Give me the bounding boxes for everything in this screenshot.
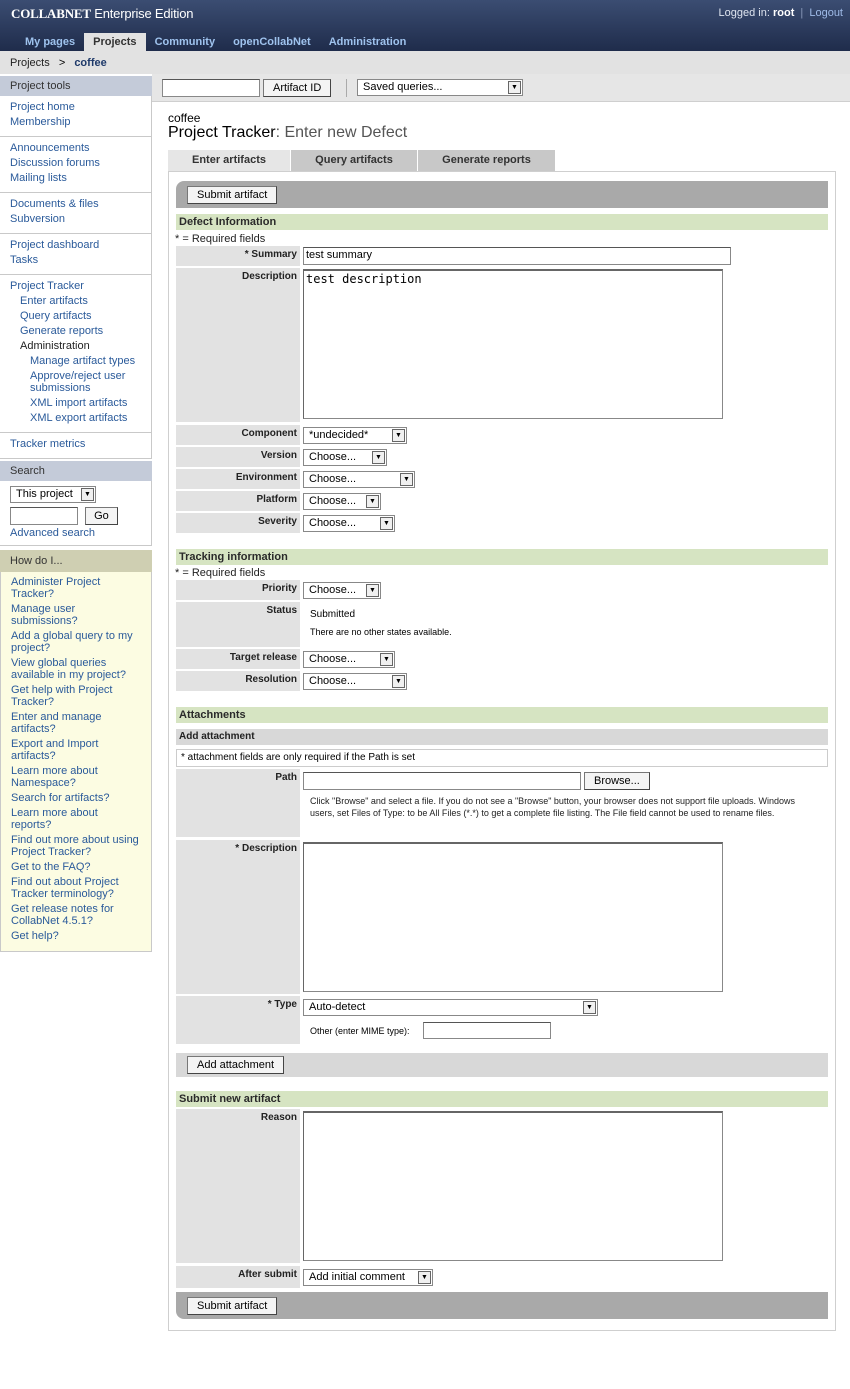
howdo-heading: How do I... xyxy=(0,550,152,572)
artifact-id-button[interactable]: Artifact ID xyxy=(263,79,331,97)
sidebar-item-manage-artifact-types[interactable]: Manage artifact types xyxy=(30,355,136,367)
version-cell xyxy=(303,447,828,467)
description-cell xyxy=(303,268,828,422)
required-star: * xyxy=(267,999,272,1010)
attachments-heading: Attachments xyxy=(176,707,828,723)
description-row xyxy=(176,268,828,422)
type-value: Auto-detect xyxy=(309,1001,366,1013)
chevron-down-icon: ▼ xyxy=(400,473,413,486)
platform-cell xyxy=(303,491,828,511)
page-title xyxy=(168,124,836,142)
chevron-down-icon: ▼ xyxy=(392,429,405,442)
sidebar-item-documents[interactable]: Documents & files xyxy=(10,198,99,210)
after-submit-cell xyxy=(303,1266,828,1288)
type-label-text: Type xyxy=(274,999,297,1010)
tab-generate-reports[interactable]: Generate reports xyxy=(418,150,556,171)
component-row xyxy=(176,425,828,445)
attach-description-label xyxy=(176,840,300,994)
environment-label: Environment xyxy=(176,469,300,489)
resolution-cell xyxy=(303,671,828,691)
description-textarea[interactable]: test description xyxy=(303,269,723,419)
page-title-sub: : Enter new Defect xyxy=(275,124,408,141)
tools-group-2 xyxy=(0,137,151,193)
chevron-down-icon: ▼ xyxy=(366,584,379,597)
howdo-item[interactable]: Find out about Project Tracker terminology? xyxy=(11,876,119,900)
chevron-down-icon: ▼ xyxy=(418,1271,431,1284)
top-header xyxy=(0,0,850,51)
path-cell xyxy=(303,769,828,837)
add-attachment-heading: Add attachment xyxy=(176,729,828,745)
attach-description-label-text: Description xyxy=(241,843,297,854)
breadcrumb-separator: > xyxy=(58,57,66,69)
project-tools-list xyxy=(0,96,152,459)
resolution-value: Choose... xyxy=(309,675,357,687)
howdo-item[interactable]: Get to the FAQ? xyxy=(11,861,91,873)
toolbar-divider xyxy=(346,79,347,97)
component-cell xyxy=(303,425,828,445)
resolution-select[interactable] xyxy=(303,673,407,690)
description-label: Description xyxy=(176,268,300,422)
howdo-item[interactable]: Export and Import artifacts? xyxy=(11,738,99,762)
component-select[interactable] xyxy=(303,427,407,444)
type-cell xyxy=(303,996,828,1044)
severity-row xyxy=(176,513,828,533)
nav-projects[interactable]: Projects xyxy=(84,33,145,51)
reason-cell xyxy=(303,1109,828,1263)
tracker-tabs xyxy=(168,150,556,171)
reason-row xyxy=(176,1109,828,1263)
type-label xyxy=(176,996,300,1044)
reason-label: Reason xyxy=(176,1109,300,1263)
sidebar-item-mailing-lists[interactable]: Mailing lists xyxy=(10,172,67,184)
main-nav xyxy=(16,33,415,51)
logged-in-label: Logged in: xyxy=(718,7,770,19)
required-star: * xyxy=(235,843,240,854)
sidebar-item-xml-export[interactable]: XML export artifacts xyxy=(30,412,128,424)
nav-opencollabnet[interactable]: openCollabNet xyxy=(233,36,311,48)
target-release-row xyxy=(176,649,828,669)
breadcrumb-current[interactable]: coffee xyxy=(74,57,107,69)
submit-artifact-button-bottom[interactable]: Submit artifact xyxy=(187,1297,277,1315)
tools-group-3 xyxy=(0,193,151,234)
tools-group-5 xyxy=(0,275,151,433)
sidebar-item-project-tracker[interactable]: Project Tracker xyxy=(10,280,84,292)
after-submit-label: After submit xyxy=(176,1266,300,1288)
sidebar-item-generate-reports[interactable]: Generate reports xyxy=(20,325,104,337)
target-release-value: Choose... xyxy=(309,653,357,665)
environment-select[interactable] xyxy=(303,471,415,488)
sidebar-item-xml-import[interactable]: XML import artifacts xyxy=(30,397,128,409)
tools-group-6 xyxy=(0,433,151,459)
sidebar-item-query-artifacts[interactable]: Query artifacts xyxy=(20,310,92,322)
chevron-down-icon: ▼ xyxy=(372,451,385,464)
target-release-cell xyxy=(303,649,828,669)
howdo-item[interactable]: Get release notes for CollabNet 4.5.1? xyxy=(11,903,114,927)
artifact-toolbar xyxy=(152,74,850,102)
environment-cell xyxy=(303,469,828,489)
status-value: Submitted xyxy=(310,609,356,620)
saved-queries-value: Saved queries... xyxy=(363,81,443,93)
environment-row xyxy=(176,469,828,489)
sidebar-item-membership[interactable]: Membership xyxy=(10,116,71,128)
sidebar-search xyxy=(0,481,152,546)
project-tools-heading: Project tools xyxy=(0,76,152,96)
logout-link[interactable]: Logout xyxy=(809,7,843,19)
howdo-item[interactable]: View global queries available in my project? xyxy=(11,657,126,681)
after-submit-value: Add initial comment xyxy=(309,1271,405,1283)
required-fields-note: * = Required fields xyxy=(175,567,266,579)
resolution-row xyxy=(176,671,828,691)
search-heading: Search xyxy=(0,461,152,481)
breadcrumb-projects[interactable]: Projects xyxy=(10,57,50,69)
resolution-label: Resolution xyxy=(176,671,300,691)
sidebar-item-project-home[interactable]: Project home xyxy=(10,101,75,113)
tab-query-artifacts[interactable]: Query artifacts xyxy=(291,150,418,171)
search-scope-select[interactable] xyxy=(10,486,96,503)
after-submit-select[interactable] xyxy=(303,1269,433,1286)
path-input[interactable] xyxy=(303,772,581,790)
type-select[interactable] xyxy=(303,999,598,1016)
type-row xyxy=(176,996,828,1044)
version-value: Choose... xyxy=(309,451,357,463)
status-note: There are no other states available. xyxy=(310,627,452,637)
version-select[interactable] xyxy=(303,449,387,466)
chevron-down-icon: ▼ xyxy=(508,81,521,94)
chevron-down-icon: ▼ xyxy=(392,675,405,688)
howdo-item[interactable]: Manage user submissions? xyxy=(11,603,78,627)
add-attachment-bar xyxy=(176,1053,828,1077)
tools-group-1 xyxy=(0,96,151,137)
chevron-down-icon: ▼ xyxy=(366,495,379,508)
priority-row xyxy=(176,580,828,600)
bottom-submit-bar xyxy=(176,1292,828,1319)
browse-button[interactable]: Browse... xyxy=(584,772,650,790)
after-submit-row xyxy=(176,1266,828,1288)
path-help-text: Click "Browse" and select a file. If you do not see a "Browse" button, your browser does not support file uploads. Windows users, set Files of Type: to be All Files (*.*) to get a complete file listing. The File field cannot be used to rename files. xyxy=(310,796,796,818)
summary-cell xyxy=(303,246,828,266)
status-label: Status xyxy=(176,602,300,647)
severity-select[interactable] xyxy=(303,515,395,532)
sidebar-item-administration: Administration xyxy=(20,340,90,352)
collabnet-logo xyxy=(11,6,193,22)
attachment-note: * attachment fields are only required if the Path is set xyxy=(176,749,828,767)
reason-textarea[interactable] xyxy=(303,1111,723,1261)
sidebar-item-approve-reject[interactable]: Approve/reject user submissions xyxy=(30,370,126,394)
main-content xyxy=(168,111,836,1312)
version-label: Version xyxy=(176,447,300,467)
severity-cell xyxy=(303,513,828,533)
howdo-item[interactable]: Get help? xyxy=(11,930,59,942)
target-release-label: Target release xyxy=(176,649,300,669)
summary-input[interactable]: test summary xyxy=(303,247,731,265)
add-attachment-button[interactable]: Add attachment xyxy=(187,1056,284,1074)
environment-value: Choose... xyxy=(309,473,357,485)
platform-row xyxy=(176,491,828,511)
attach-description-cell xyxy=(303,840,828,994)
sidebar xyxy=(0,76,152,952)
required-fields-note: * = Required fields xyxy=(175,233,266,245)
howdo-item[interactable]: Get help with Project Tracker? xyxy=(11,684,113,708)
search-go-button[interactable]: Go xyxy=(85,507,118,525)
howdo-item[interactable]: Enter and manage artifacts? xyxy=(11,711,102,735)
nav-community[interactable]: Community xyxy=(154,36,216,48)
chevron-down-icon: ▼ xyxy=(81,488,94,501)
summary-label-text: Summary xyxy=(251,249,297,260)
attach-description-textarea[interactable] xyxy=(303,842,723,992)
summary-label xyxy=(176,246,300,266)
priority-select[interactable] xyxy=(303,582,381,599)
sidebar-item-project-dashboard[interactable]: Project dashboard xyxy=(10,239,100,251)
platform-select[interactable] xyxy=(303,493,381,510)
top-submit-bar xyxy=(176,181,828,208)
path-label: Path xyxy=(176,769,300,837)
logo-brand: COLLABNET xyxy=(11,6,91,21)
sidebar-item-tracker-metrics[interactable]: Tracker metrics xyxy=(10,438,86,450)
project-name: coffee xyxy=(168,111,201,125)
target-release-select[interactable] xyxy=(303,651,395,668)
sidebar-item-subversion[interactable]: Subversion xyxy=(10,213,66,225)
advanced-search-link[interactable]: Advanced search xyxy=(10,527,95,539)
search-scope-value: This project xyxy=(16,488,73,500)
howdo-item[interactable]: Find out more about using Project Tracker? xyxy=(11,834,139,858)
sidebar-item-announcements[interactable]: Announcements xyxy=(10,142,90,154)
howdo-item[interactable]: Learn more about Namespace? xyxy=(11,765,98,789)
sidebar-item-discussion-forums[interactable]: Discussion forums xyxy=(10,157,100,169)
platform-label: Platform xyxy=(176,491,300,511)
priority-cell xyxy=(303,580,828,600)
attach-description-row xyxy=(176,840,828,994)
logo-edition: Enterprise Edition xyxy=(94,6,194,21)
tracking-info-heading: Tracking information xyxy=(176,549,828,565)
sidebar-item-enter-artifacts[interactable]: Enter artifacts xyxy=(20,295,88,307)
howdo-item[interactable]: Search for artifacts? xyxy=(11,792,110,804)
artifact-id-input[interactable] xyxy=(162,79,260,97)
summary-row xyxy=(176,246,828,266)
page-title-main: Project Tracker xyxy=(168,124,276,141)
defect-info-heading: Defect Information xyxy=(176,214,828,230)
chevron-down-icon: ▼ xyxy=(380,517,393,530)
priority-label: Priority xyxy=(176,580,300,600)
tab-enter-artifacts[interactable]: Enter artifacts xyxy=(168,150,291,171)
saved-queries-select[interactable] xyxy=(357,79,523,96)
chevron-down-icon: ▼ xyxy=(583,1001,596,1014)
component-label: Component xyxy=(176,425,300,445)
sidebar-search-input[interactable] xyxy=(10,507,78,525)
severity-label: Severity xyxy=(176,513,300,533)
component-value: *undecided* xyxy=(309,429,369,441)
path-row xyxy=(176,769,828,837)
login-status: Logged in: root | Logout xyxy=(718,7,843,19)
status-cell xyxy=(303,602,828,647)
other-mime-input[interactable] xyxy=(423,1022,551,1039)
howdo-list xyxy=(0,572,152,952)
nav-administration[interactable]: Administration xyxy=(328,36,407,48)
submit-artifact-button[interactable]: Submit artifact xyxy=(187,186,277,204)
nav-my-pages[interactable]: My pages xyxy=(25,36,76,48)
howdo-item[interactable]: Administer Project Tracker? xyxy=(11,576,101,600)
priority-value: Choose... xyxy=(309,584,357,596)
tools-group-4 xyxy=(0,234,151,275)
howdo-item[interactable]: Learn more about reports? xyxy=(11,807,98,831)
platform-value: Choose... xyxy=(309,495,357,507)
required-star: * xyxy=(244,249,249,260)
other-mime-label: Other (enter MIME type): xyxy=(310,1026,410,1036)
status-row xyxy=(176,602,828,647)
breadcrumb xyxy=(0,51,850,74)
severity-value: Choose... xyxy=(309,517,357,529)
username: root xyxy=(772,7,795,19)
sidebar-item-tasks[interactable]: Tasks xyxy=(10,254,39,266)
version-row xyxy=(176,447,828,467)
submit-new-artifact-heading: Submit new artifact xyxy=(176,1091,828,1107)
howdo-item[interactable]: Add a global query to my project? xyxy=(11,630,133,654)
chevron-down-icon: ▼ xyxy=(380,653,393,666)
artifact-form xyxy=(168,171,836,1331)
